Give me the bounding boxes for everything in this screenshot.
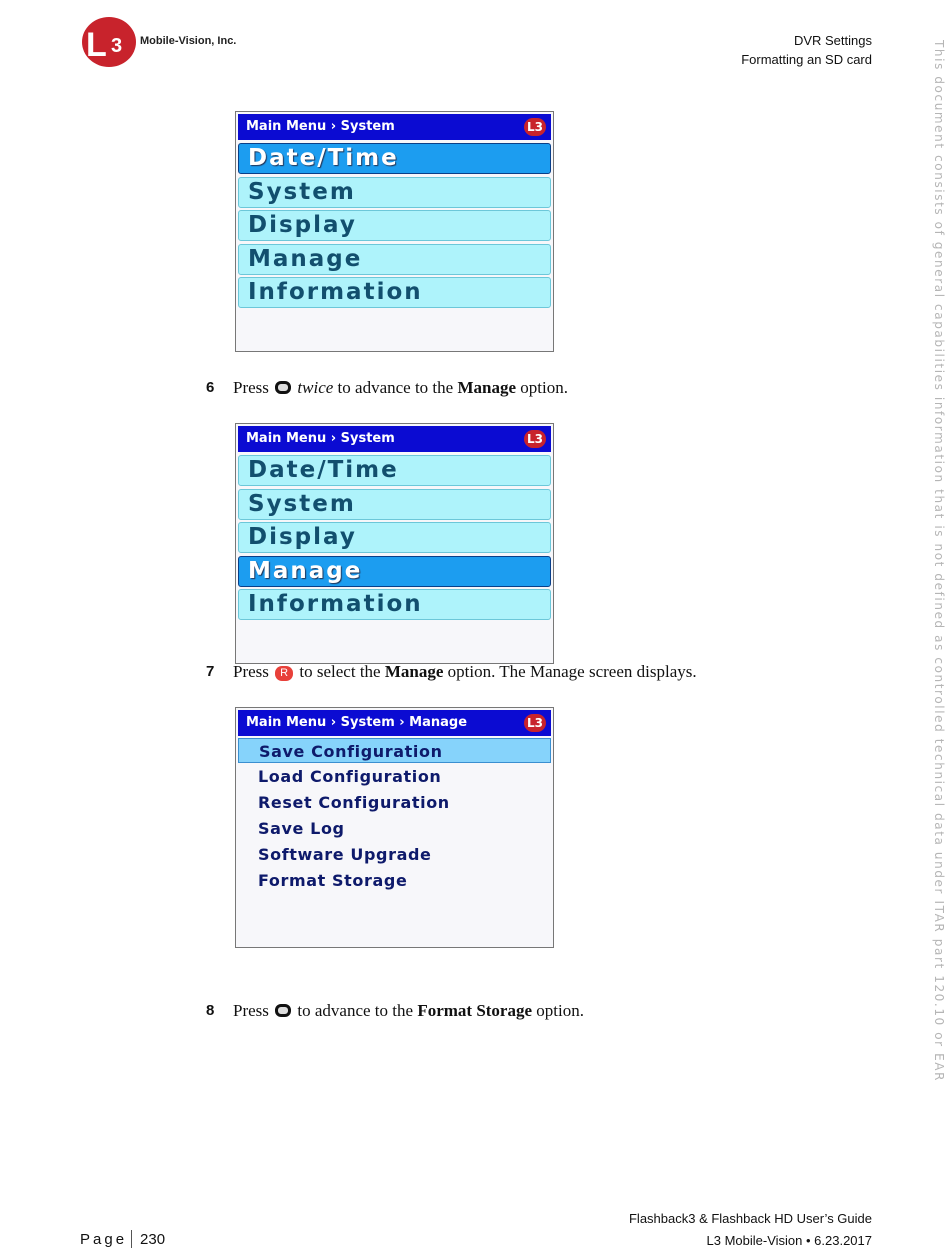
svg-text:L: L [86,26,107,64]
menu-item-software-upgrade[interactable]: Software Upgrade [258,845,432,864]
svg-text:3: 3 [111,35,123,57]
l3-badge-icon: L3 [524,430,546,448]
menu-item-save-log[interactable]: Save Log [258,819,345,838]
menu-item-display[interactable]: Display [238,522,551,553]
down-button-icon [275,1004,291,1017]
menu-item-display[interactable]: Display [238,210,551,241]
footer-guide-title: Flashback3 & Flashback HD User’s Guide [628,1211,872,1226]
l3-badge-icon: L3 [524,714,546,732]
screen-header [238,426,551,452]
menu-item-load-configuration[interactable]: Load Configuration [258,767,442,786]
menu-item-reset-configuration[interactable]: Reset Configuration [258,793,450,812]
section-title: DVR Settings [793,33,872,48]
breadcrumb: Main Menu › System [246,431,395,446]
menu-item-format-storage[interactable]: Format Storage [258,871,408,890]
dvr-screen-main-system-2 [235,423,554,664]
menu-item-save-configuration[interactable]: Save Configuration [238,738,551,763]
r-button-icon: R [275,666,293,681]
footer-edition: L3 Mobile-Vision • 6.23.2017 [706,1233,872,1248]
screen-header [238,710,551,736]
subsection-title: Formatting an SD card [741,52,872,67]
breadcrumb: Main Menu › System [246,119,395,134]
page-number: Page 230 [80,1231,166,1248]
l3-badge-icon: L3 [524,118,546,136]
breadcrumb: Main Menu › System › Manage [246,715,468,730]
l3-logo [80,16,136,68]
menu-item-manage[interactable]: Manage [238,244,551,275]
menu-item-date-time[interactable]: Date/Time [238,455,551,486]
menu-item-system[interactable]: System [238,489,551,520]
itar-watermark: This document consists of general capabilities information that is not defined as controlled technical data under ITAR part 120.10 or EAR [932,40,946,1083]
screen-header [238,114,551,140]
menu-item-information[interactable]: Information [238,589,551,620]
company-name: Mobile-Vision, Inc. [140,35,237,47]
menu-item-information[interactable]: Information [238,277,551,308]
dvr-screen-manage [235,707,554,948]
down-button-icon [275,381,291,394]
menu-item-manage[interactable]: Manage [238,556,551,587]
menu-item-system[interactable]: System [238,177,551,208]
dvr-screen-main-system-1 [235,111,554,352]
menu-item-date-time[interactable]: Date/Time [238,143,551,174]
